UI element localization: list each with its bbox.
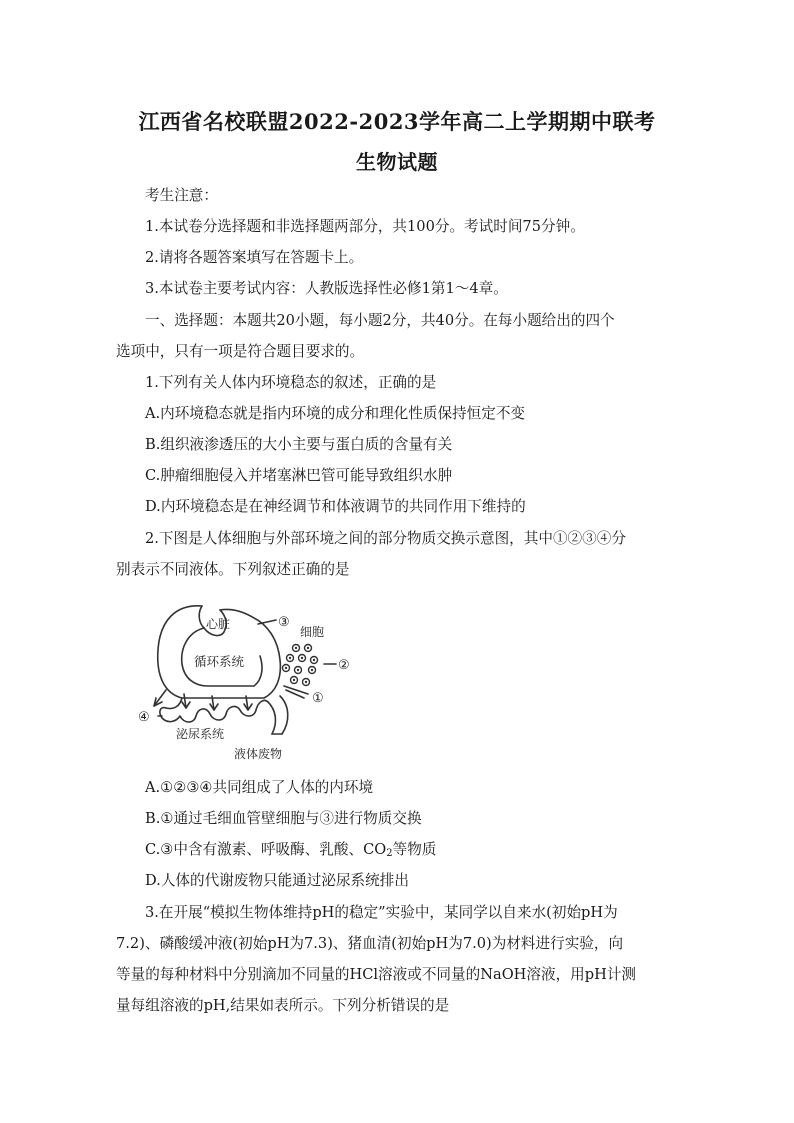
marker-3: ③	[278, 615, 290, 630]
label-heart: 心脏	[206, 617, 231, 631]
question-1-option-a: A.内环境稳态就是指内环境的成分和理化性质保持恒定不变	[145, 405, 526, 422]
exam-title: 江西省名校联盟2022-2023学年高二上学期期中联考	[138, 109, 656, 134]
section-heading-line1: 一、选择题：本题共20小题，每小题2分，共40分。在每小题给出的四个	[145, 312, 615, 329]
question-1-option-d: D.内环境稳态是在神经调节和体液调节的共同作用下维持的	[145, 498, 526, 515]
question-2-option-c: C.③中含有激素、呼吸酶、乳酸、$CO_2$等物质	[145, 841, 437, 859]
notice-item: 1.本试卷分选择题和非选择题两部分，共100分。考试时间75分钟。	[145, 218, 585, 235]
question-1-option-b: B.组织液渗透压的大小主要与蛋白质的含量有关	[145, 436, 453, 453]
question-2-option-a: A.①②③④共同组成了人体的内环境	[145, 779, 374, 796]
question-1-option-c: C.肿瘤细胞侵入并堵塞淋巴管可能导致组织水肿	[145, 467, 453, 484]
exchange-diagram	[136, 598, 366, 766]
question-2-option-b: B.①通过毛细血管壁细胞与③进行物质交换	[145, 810, 422, 827]
label-cells: 细胞	[300, 625, 325, 639]
marker-4: ④	[138, 710, 150, 725]
question-3-line1: 3.在开展“模拟生物体维持pH的稳定”实验中，某同学以自来水(初始pH为	[145, 904, 618, 921]
notice-heading: 考生注意：	[145, 187, 218, 204]
marker-1: ①	[312, 691, 324, 706]
label-circulation: 循环系统	[194, 654, 245, 669]
section-heading-line2: 选项中，只有一项是符合题目要求的。	[116, 343, 365, 360]
exam-subtitle: 生物试题	[356, 150, 438, 174]
marker-2: ②	[338, 658, 350, 673]
label-urinary: 泌尿系统	[176, 727, 225, 741]
notice-item: 2.请将各题答案填写在答题卡上。	[145, 249, 364, 266]
label-waste: 液体废物	[234, 747, 283, 761]
question-2-stem-line1: 2.下图是人体细胞与外部环境之间的部分物质交换示意图，其中①②③④分	[145, 530, 626, 547]
question-3-line3: 等量的每种材料中分别滴加不同量的HCl溶液或不同量的NaOH溶液，用pH计测	[116, 966, 637, 983]
question-2-option-d: D.人体的代谢废物只能通过泌尿系统排出	[145, 872, 409, 889]
question-3-line4: 量每组溶液的pH,结果如表所示。下列分析错误的是	[116, 997, 450, 1014]
question-2-stem-line2: 别表示不同液体。下列叙述正确的是	[116, 561, 350, 578]
notice-item: 3.本试卷主要考试内容：人教版选择性必修1第1～4章。	[145, 280, 508, 297]
question-1-stem: 1.下列有关人体内环境稳态的叙述，正确的是	[145, 374, 437, 391]
question-3-line2: 7.2)、磷酸缓冲液(初始pH为7.3)、猪血清(初始pH为7.0)为材料进行实验，向	[116, 935, 624, 952]
